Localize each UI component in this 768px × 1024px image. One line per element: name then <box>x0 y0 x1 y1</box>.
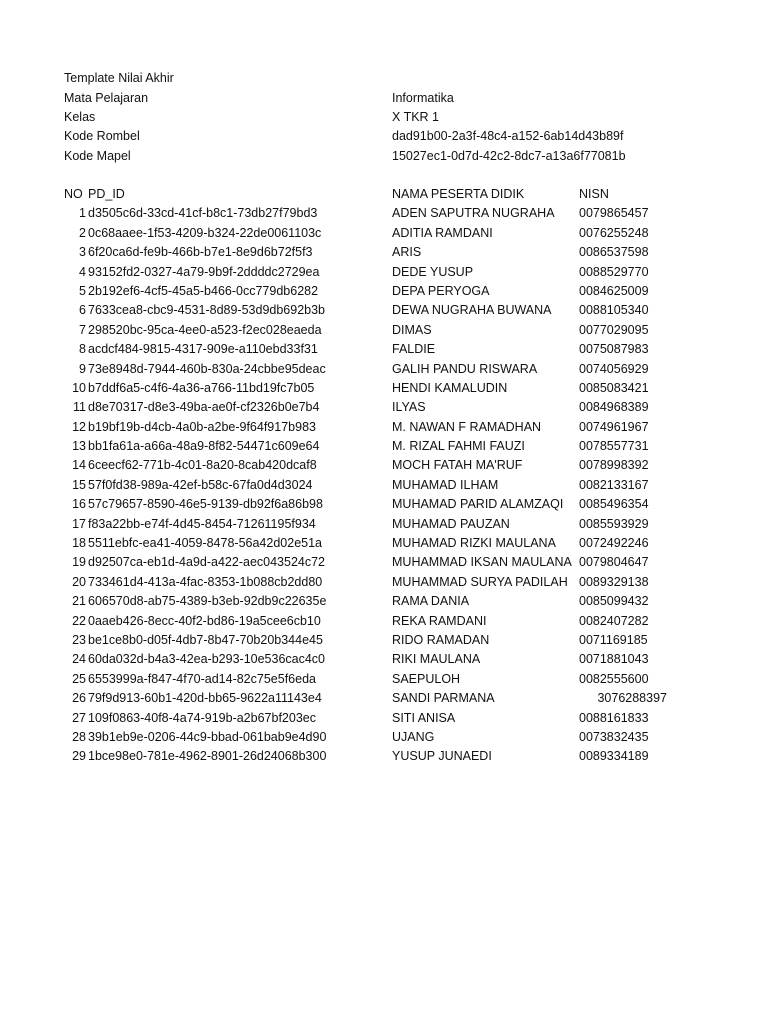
cell-no: 14 <box>72 458 86 473</box>
cell-nama: SAEPULOH <box>392 671 461 686</box>
cell-nama: DIMAS <box>392 322 432 337</box>
cell-nisn: 0076255248 <box>579 225 649 240</box>
cell-pd-id: 6553999a-f847-4f70-ad14-82c75e5f6eda <box>88 671 316 686</box>
cell-pd-id: b19bf19b-d4cb-4a0b-a2be-9f64f917b983 <box>88 419 316 434</box>
table-row <box>0 224 768 243</box>
meta-row-mata-pelajaran <box>0 89 768 108</box>
table-row <box>0 321 768 340</box>
cell-nama: RIDO RAMADAN <box>392 632 490 647</box>
cell-no: 26 <box>72 691 86 706</box>
cell-pd-id: be1ce8b0-d05f-4db7-8b47-70b20b344e45 <box>88 632 323 647</box>
table-row <box>0 456 768 475</box>
meta-row-kode-mapel <box>0 147 768 166</box>
cell-pd-id: 2b192ef6-4cf5-45a5-b466-0cc779db6282 <box>88 283 319 298</box>
cell-nisn: 0078998392 <box>579 458 649 473</box>
table-row <box>0 689 768 708</box>
cell-nama: MUHAMMAD IKSAN MAULANA <box>392 555 572 570</box>
cell-nama: ARIS <box>392 245 422 260</box>
cell-nama: FALDIE <box>392 342 436 357</box>
cell-nisn: 0071881043 <box>579 652 649 667</box>
cell-nisn: 0084625009 <box>579 283 649 298</box>
cell-no: 16 <box>72 497 86 512</box>
cell-no: 18 <box>72 536 86 551</box>
cell-nama: MUHAMAD RIZKI MAULANA <box>392 536 556 551</box>
cell-pd-id: acdcf484-9815-4317-909e-a110ebd33f31 <box>88 342 318 357</box>
cell-nisn: 3076288397 <box>597 691 667 706</box>
table-row <box>0 612 768 631</box>
cell-nama: GALIH PANDU RISWARA <box>392 361 538 376</box>
table-row <box>0 340 768 359</box>
cell-nama: HENDI KAMALUDIN <box>392 380 508 395</box>
cell-nisn: 0085083421 <box>579 380 649 395</box>
cell-nama: MUHAMAD PARID ALAMZAQI <box>392 497 564 512</box>
cell-nisn: 0088105340 <box>579 303 649 318</box>
cell-no: 8 <box>79 342 86 357</box>
cell-nama: SANDI PARMANA <box>392 691 495 706</box>
cell-nisn: 0082555600 <box>579 671 649 686</box>
cell-nisn: 0072492246 <box>579 536 649 551</box>
cell-nama: YUSUP JUNAEDI <box>392 749 492 764</box>
cell-nisn: 0085099432 <box>579 594 649 609</box>
cell-no: 22 <box>72 613 86 628</box>
table-row <box>0 301 768 320</box>
cell-pd-id: 298520bc-95ca-4ee0-a523-f2ec028eaeda <box>88 322 322 337</box>
meta-row-kode-rombel <box>0 127 768 146</box>
cell-no: 25 <box>72 671 86 686</box>
cell-nisn: 0075087983 <box>579 342 649 357</box>
cell-nisn: 0071169185 <box>579 632 648 647</box>
table-row <box>0 263 768 282</box>
meta-label: Kelas <box>64 110 96 124</box>
cell-pd-id: 109f0863-40f8-4a74-919b-a2b67bf203ec <box>88 710 316 725</box>
cell-pd-id: 93152fd2-0327-4a79-9b9f-2ddddc2729ea <box>88 264 320 279</box>
cell-no: 1 <box>79 206 86 221</box>
cell-nama: ADEN SAPUTRA NUGRAHA <box>392 206 555 221</box>
table-row <box>0 495 768 514</box>
table-row <box>0 631 768 650</box>
cell-no: 15 <box>72 477 86 492</box>
cell-nisn: 0077029095 <box>579 322 649 337</box>
meta-row-kelas <box>0 108 768 127</box>
table-row <box>0 282 768 301</box>
cell-nisn: 0082133167 <box>579 477 649 492</box>
cell-nama: MOCH FATAH MA'RUF <box>392 458 523 473</box>
cell-nama: DEWA NUGRAHA BUWANA <box>392 303 552 318</box>
column-header-nisn: NISN <box>579 187 609 201</box>
cell-nisn: 0074961967 <box>579 419 649 434</box>
cell-no: 28 <box>72 729 86 744</box>
cell-no: 6 <box>79 303 86 318</box>
column-header-no: NO <box>64 187 83 201</box>
meta-label: Kode Rombel <box>64 129 140 143</box>
cell-no: 2 <box>79 225 86 240</box>
cell-nama: SITI ANISA <box>392 710 456 725</box>
cell-no: 12 <box>72 419 86 434</box>
cell-pd-id: 606570d8-ab75-4389-b3eb-92db9c22635e <box>88 594 327 609</box>
meta-value: dad91b00-2a3f-48c4-a152-6ab14d43b89f <box>392 129 624 143</box>
cell-nisn: 0074056929 <box>579 361 649 376</box>
table-row <box>0 534 768 553</box>
template-title: Template Nilai Akhir <box>64 71 174 85</box>
cell-no: 29 <box>72 749 86 764</box>
table-header-row <box>0 185 768 204</box>
table-row <box>0 573 768 592</box>
column-header-pd-id: PD_ID <box>88 187 125 201</box>
cell-nisn: 0073832435 <box>579 729 649 744</box>
meta-label: Kode Mapel <box>64 149 131 163</box>
cell-nisn: 0078557731 <box>579 439 649 454</box>
table-row <box>0 360 768 379</box>
column-header-nama: NAMA PESERTA DIDIK <box>392 187 525 201</box>
table-row <box>0 398 768 417</box>
cell-pd-id: b7ddf6a5-c4f6-4a36-a766-11bd19fc7b05 <box>88 380 315 395</box>
cell-nama: DEDE YUSUP <box>392 264 474 279</box>
cell-pd-id: 7633cea8-cbc9-4531-8d89-53d9db692b3b <box>88 303 326 318</box>
cell-no: 27 <box>72 710 86 725</box>
table-row <box>0 650 768 669</box>
cell-no: 3 <box>79 245 86 260</box>
cell-pd-id: 57c79657-8590-46e5-9139-db92f6a86b98 <box>88 497 323 512</box>
table-row <box>0 243 768 262</box>
cell-pd-id: 0aaeb426-8ecc-40f2-bd86-19a5cee6cb10 <box>88 613 321 628</box>
meta-label: Mata Pelajaran <box>64 91 149 105</box>
meta-value: 15027ec1-0d7d-42c2-8dc7-a13a6f77081b <box>392 149 626 163</box>
cell-nisn: 0089334189 <box>579 749 649 764</box>
cell-nama: ADITIA RAMDANI <box>392 225 493 240</box>
table-row <box>0 515 768 534</box>
meta-value: X TKR 1 <box>392 110 440 124</box>
table-row <box>0 379 768 398</box>
table-row <box>0 592 768 611</box>
cell-pd-id: bb1fa61a-a66a-48a9-8f82-54471c609e64 <box>88 439 320 454</box>
cell-nama: MUHAMMAD SURYA PADILAH <box>392 574 568 589</box>
cell-nisn: 0085593929 <box>579 516 649 531</box>
cell-no: 9 <box>79 361 86 376</box>
cell-nisn: 0085496354 <box>579 497 649 512</box>
cell-pd-id: 57f0fd38-989a-42ef-b58c-67fa0d4d3024 <box>88 477 313 492</box>
table-row <box>0 476 768 495</box>
cell-no: 11 <box>73 400 86 415</box>
cell-nisn: 0088529770 <box>579 264 649 279</box>
cell-no: 10 <box>72 380 86 395</box>
cell-pd-id: 79f9d913-60b1-420d-bb65-9622a11143e4 <box>88 691 322 706</box>
cell-nisn: 0082407282 <box>579 613 649 628</box>
cell-no: 5 <box>79 283 86 298</box>
cell-pd-id: d92507ca-eb1d-4a9d-a422-aec043524c72 <box>88 555 326 570</box>
cell-nisn: 0088161833 <box>579 710 649 725</box>
cell-no: 19 <box>72 555 86 570</box>
cell-no: 4 <box>79 264 86 279</box>
cell-pd-id: 1bce98e0-781e-4962-8901-26d24068b300 <box>88 749 327 764</box>
cell-pd-id: 6f20ca6d-fe9b-466b-b7e1-8e9d6b72f5f3 <box>88 245 313 260</box>
cell-nama: UJANG <box>392 729 435 744</box>
table-row <box>0 437 768 456</box>
cell-nama: M. RIZAL FAHMI FAUZI <box>392 439 525 454</box>
cell-no: 23 <box>72 632 86 647</box>
template-title-row <box>0 69 768 88</box>
cell-nama: MUHAMAD PAUZAN <box>392 516 510 531</box>
cell-nisn: 0086537598 <box>579 245 649 260</box>
student-table <box>0 185 768 767</box>
meta-value: Informatika <box>392 91 454 105</box>
cell-pd-id: 73e8948d-7944-460b-830a-24cbbe95deac <box>88 361 326 376</box>
table-row <box>0 709 768 728</box>
cell-nama: M. NAWAN F RAMADHAN <box>392 419 542 434</box>
cell-nama: ILYAS <box>392 400 426 415</box>
cell-nisn: 0084968389 <box>579 400 649 415</box>
cell-pd-id: 0c68aaee-1f53-4209-b324-22de0061103c <box>88 225 322 240</box>
table-row <box>0 553 768 572</box>
cell-no: 17 <box>72 516 86 531</box>
cell-pd-id: 6ceecf62-771b-4c01-8a20-8cab420dcaf8 <box>88 458 317 473</box>
cell-pd-id: 60da032d-b4a3-42ea-b293-10e536cac4c0 <box>88 652 326 667</box>
cell-no: 7 <box>79 322 86 337</box>
cell-no: 13 <box>72 439 86 454</box>
cell-no: 20 <box>72 574 86 589</box>
cell-pd-id: d8e70317-d8e3-49ba-ae0f-cf2326b0e7b4 <box>88 400 320 415</box>
table-row <box>0 670 768 689</box>
cell-nama: MUHAMAD ILHAM <box>392 477 499 492</box>
cell-nama: RIKI MAULANA <box>392 652 481 667</box>
cell-pd-id: 733461d4-413a-4fac-8353-1b088cb2dd80 <box>88 574 323 589</box>
cell-nama: REKA RAMDANI <box>392 613 487 628</box>
table-row <box>0 747 768 766</box>
cell-no: 21 <box>72 594 86 609</box>
cell-nisn: 0089329138 <box>579 574 649 589</box>
cell-nama: RAMA DANIA <box>392 594 470 609</box>
table-row <box>0 418 768 437</box>
cell-pd-id: d3505c6d-33cd-41cf-b8c1-73db27f79bd3 <box>88 206 318 221</box>
cell-nama: DEPA PERYOGA <box>392 283 490 298</box>
cell-pd-id: f83a22bb-e74f-4d45-8454-71261195f934 <box>88 516 316 531</box>
cell-nisn: 0079804647 <box>579 555 649 570</box>
cell-pd-id: 5511ebfc-ea41-4059-8478-56a42d02e51a <box>88 536 323 551</box>
table-row <box>0 204 768 223</box>
cell-nisn: 0079865457 <box>579 206 649 221</box>
cell-no: 24 <box>72 652 86 667</box>
table-row <box>0 728 768 747</box>
cell-pd-id: 39b1eb9e-0206-44c9-bbad-061bab9e4d90 <box>88 729 327 744</box>
